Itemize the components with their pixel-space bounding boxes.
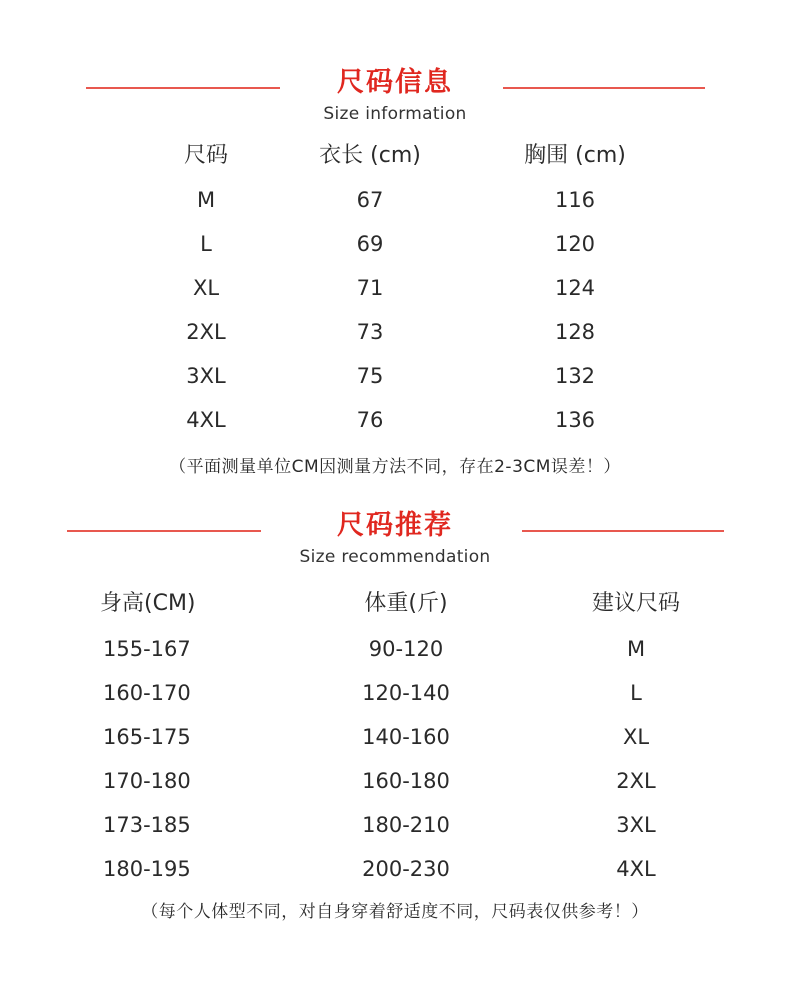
table-row-height: 173-185 bbox=[103, 813, 191, 837]
table-row-weight: 180-210 bbox=[362, 813, 450, 837]
table-row-recommended-size: 4XL bbox=[616, 857, 656, 881]
table-row-length: 76 bbox=[356, 408, 384, 432]
size-recommend-header-height: 身高(CM) bbox=[100, 591, 196, 616]
table-row-chest: 136 bbox=[554, 408, 596, 432]
size-recommend-title: 尺码推荐 bbox=[337, 510, 453, 541]
table-row-size: 2XL bbox=[186, 320, 226, 344]
size-info-header-size: 尺码 bbox=[183, 143, 228, 168]
table-row-height: 180-195 bbox=[103, 857, 191, 881]
table-row-chest: 120 bbox=[554, 232, 596, 256]
table-row-weight: 200-230 bbox=[362, 857, 450, 881]
size-recommend-note: （每个人体型不同，对自身穿着舒适度不同，尺码表仅供参考！） bbox=[141, 902, 649, 922]
table-row-size: M bbox=[196, 188, 216, 212]
table-row-length: 67 bbox=[356, 188, 384, 212]
table-row-chest: 132 bbox=[554, 364, 596, 388]
table-row-weight: 120-140 bbox=[362, 681, 450, 705]
table-row-length: 73 bbox=[356, 320, 384, 344]
table-row-recommended-size: L bbox=[630, 681, 642, 705]
table-row-size: 4XL bbox=[186, 408, 226, 432]
table-row-height: 165-175 bbox=[103, 725, 191, 749]
table-row-recommended-size: 3XL bbox=[616, 813, 656, 837]
size-recommend-subtitle: Size recommendation bbox=[299, 547, 491, 567]
table-row-chest: 124 bbox=[554, 276, 596, 300]
size-info-title: 尺码信息 bbox=[337, 67, 453, 98]
size-info-header-length: 衣长 (cm) bbox=[319, 143, 421, 168]
table-row-weight: 140-160 bbox=[362, 725, 450, 749]
table-row-recommended-size: 2XL bbox=[616, 769, 656, 793]
table-row-size: L bbox=[200, 232, 212, 256]
table-row-size: XL bbox=[192, 276, 220, 300]
table-row-chest: 116 bbox=[554, 188, 596, 212]
table-row-length: 69 bbox=[356, 232, 384, 256]
size-info-subtitle: Size information bbox=[323, 104, 467, 124]
table-row-weight: 90-120 bbox=[368, 637, 444, 661]
table-row-height: 160-170 bbox=[103, 681, 191, 705]
table-row-weight: 160-180 bbox=[362, 769, 450, 793]
size-info-note: （平面测量单位CM因测量方法不同，存在2-3CM误差！） bbox=[169, 457, 621, 477]
table-row-chest: 128 bbox=[554, 320, 596, 344]
table-row-height: 170-180 bbox=[103, 769, 191, 793]
table-row-length: 71 bbox=[356, 276, 384, 300]
table-row-size: 3XL bbox=[186, 364, 226, 388]
table-row-recommended-size: XL bbox=[622, 725, 650, 749]
table-row-recommended-size: M bbox=[626, 637, 646, 661]
size-recommend-header-weight: 体重(斤) bbox=[364, 591, 448, 616]
size-recommend-header-size: 建议尺码 bbox=[591, 591, 680, 616]
size-info-header-chest: 胸围 (cm) bbox=[524, 143, 626, 168]
table-row-height: 155-167 bbox=[103, 637, 191, 661]
table-row-length: 75 bbox=[356, 364, 384, 388]
